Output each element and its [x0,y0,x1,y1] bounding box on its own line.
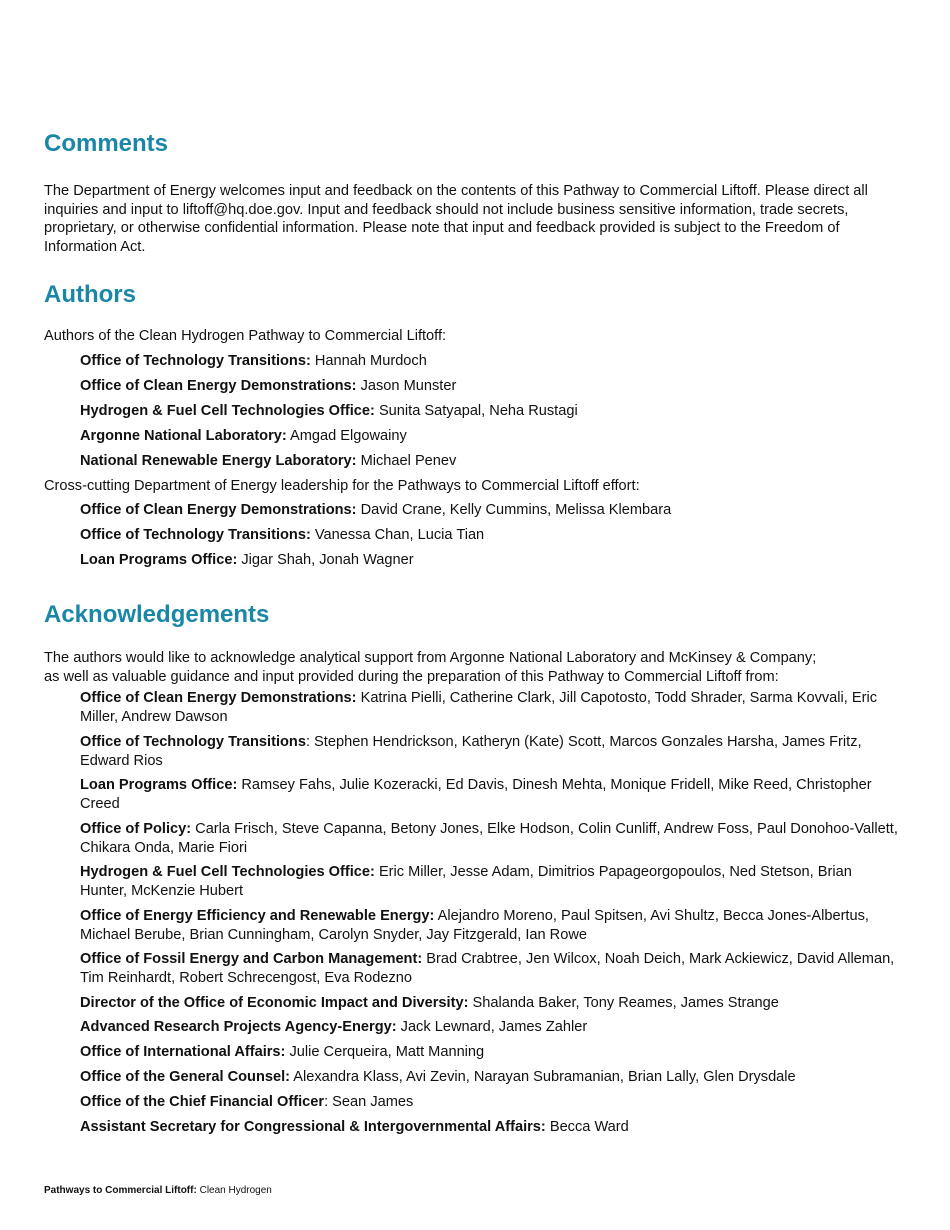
ack-org: Office of Clean Energy Demonstrations: [80,690,357,706]
crosscut-names: Vanessa Chan, Lucia Tian [310,527,485,543]
ack-intro-line2: as well as valuable guidance and input provided during the preparation of this Pathway to Commercial Liftoff from: [44,669,779,685]
author-org: Office of Technology Transitions: [80,353,311,369]
crosscut-intro: Cross-cutting Department of Energy leadership for the Pathways to Commercial Liftoff effort: [44,478,640,494]
author-line [80,427,407,446]
author-names: Michael Penev [356,453,457,469]
ack-org: Office of Technology Transitions [80,734,306,750]
author-names: Hannah Murdoch [310,353,427,369]
ack-org: Hydrogen & Fuel Cell Technologies Office: [80,864,375,880]
ack-org: Office of Fossil Energy and Carbon Management: [80,951,423,967]
crosscut-org: Office of Clean Energy Demonstrations: [80,502,357,518]
ack-org: Office of Policy: [80,821,192,837]
ack-names: : Stephen Hendrickson, Katheryn (Kate) Scott, Marcos Gonzales Harsha, James Fritz, Edward Rios [80,734,862,769]
footer-series: Pathways to Commercial Liftoff: [44,1185,197,1196]
ack-item [80,689,900,726]
ack-org: Office of Energy Efficiency and Renewable Energy: [80,908,435,924]
author-line [80,402,578,421]
ack-names: Alejandro Moreno, Paul Spitsen, Avi Shultz, Becca Jones-Albertus, Michael Berube, Brian Cunningham, Carolyn Snyder, Jay Fitzgerald, Ian Rowe [80,908,869,943]
ack-names: Becca Ward [545,1119,629,1135]
page-footer [44,1185,272,1196]
ack-item [80,994,900,1013]
author-org: Office of Clean Energy Demonstrations: [80,378,357,394]
ack-org: Office of the General Counsel: [80,1069,291,1085]
acknowledgements-heading: Acknowledgements [44,601,270,628]
ack-names: Katrina Pielli, Catherine Clark, Jill Capotosto, Todd Shrader, Sarma Kovvali, Eric Miller, Andrew Dawson [80,690,878,725]
crosscut-line [80,551,414,570]
crosscut-org: Loan Programs Office: [80,552,238,568]
ack-org: Office of the Chief Financial Officer [80,1094,325,1110]
crosscut-line [80,501,671,520]
ack-org: Office of International Affairs: [80,1044,286,1060]
ack-item [80,1018,900,1037]
author-org: Hydrogen & Fuel Cell Technologies Office: [80,403,375,419]
ack-item [80,1118,900,1137]
crosscut-org: Office of Technology Transitions: [80,527,311,543]
footer-topic: Clean Hydrogen [196,1185,272,1196]
ack-item [80,733,900,770]
crosscut-line [80,526,484,545]
author-org: National Renewable Energy Laboratory: [80,453,357,469]
crosscut-names: Jigar Shah, Jonah Wagner [237,552,414,568]
ack-item [80,776,900,813]
authors-intro: Authors of the Clean Hydrogen Pathway to Commercial Liftoff: [44,328,447,344]
authors-heading: Authors [44,281,136,308]
crosscut-names: David Crane, Kelly Cummins, Melissa Klembara [356,502,672,518]
comments-heading: Comments [44,130,169,157]
author-names: Sunita Satyapal, Neha Rustagi [374,403,578,419]
ack-names: Shalanda Baker, Tony Reames, James Strange [468,995,779,1011]
ack-item [80,1043,900,1062]
ack-names: Alexandra Klass, Avi Zevin, Narayan Subramanian, Brian Lally, Glen Drysdale [290,1069,796,1085]
ack-item [80,1068,900,1087]
author-line [80,377,456,396]
author-names: Jason Munster [356,378,457,394]
ack-item [80,863,900,900]
ack-item [80,907,900,944]
ack-org: Assistant Secretary for Congressional & Intergovernmental Affairs: [80,1119,546,1135]
ack-names: Ramsey Fahs, Julie Kozeracki, Ed Davis, Dinesh Mehta, Monique Fridell, Mike Reed, Christopher Creed [80,777,872,812]
ack-item [80,950,900,987]
author-line [80,452,456,471]
ack-names: Carla Frisch, Steve Capanna, Betony Jones, Elke Hodson, Colin Cunliff, Andrew Foss, Paul Donohoo-Vallett, Chikara Onda, Marie Fiori [80,821,898,856]
ack-names: : Sean James [324,1094,414,1110]
author-line [80,352,427,371]
ack-org: Advanced Research Projects Agency-Energy: [80,1019,397,1035]
ack-intro-line1: The authors would like to acknowledge analytical support from Argonne National Laboratory and McKinsey & Company; [44,650,817,666]
author-names: Amgad Elgowainy [286,428,407,444]
ack-org: Director of the Office of Economic Impact and Diversity: [80,995,469,1011]
ack-org: Loan Programs Office: [80,777,238,793]
author-org: Argonne National Laboratory: [80,428,287,444]
ack-names: Jack Lewnard, James Zahler [396,1019,588,1035]
ack-names: Brad Crabtree, Jen Wilcox, Noah Deich, Mark Ackiewicz, David Alleman, Tim Reinhardt, Robert Schrecengost, Eva Rodezno [80,951,895,986]
ack-item [80,820,900,857]
ack-names: Eric Miller, Jesse Adam, Dimitrios Papageorgopoulos, Ned Stetson, Brian Hunter, McKenzie Hubert [80,864,852,899]
ack-item [80,1093,900,1112]
comments-body: The Department of Energy welcomes input and feedback on the contents of this Pathway to Commercial Liftoff. Please direct all inquiries and input to liftoff@hq.doe.gov. Input and feedback should not include business sensitive information, trade secrets, proprietary, or otherwise confidential information. Please note that input and feedback provided is subject to the Freedom of Information Act. [44,183,868,255]
ack-names: Julie Cerqueira, Matt Manning [285,1044,485,1060]
